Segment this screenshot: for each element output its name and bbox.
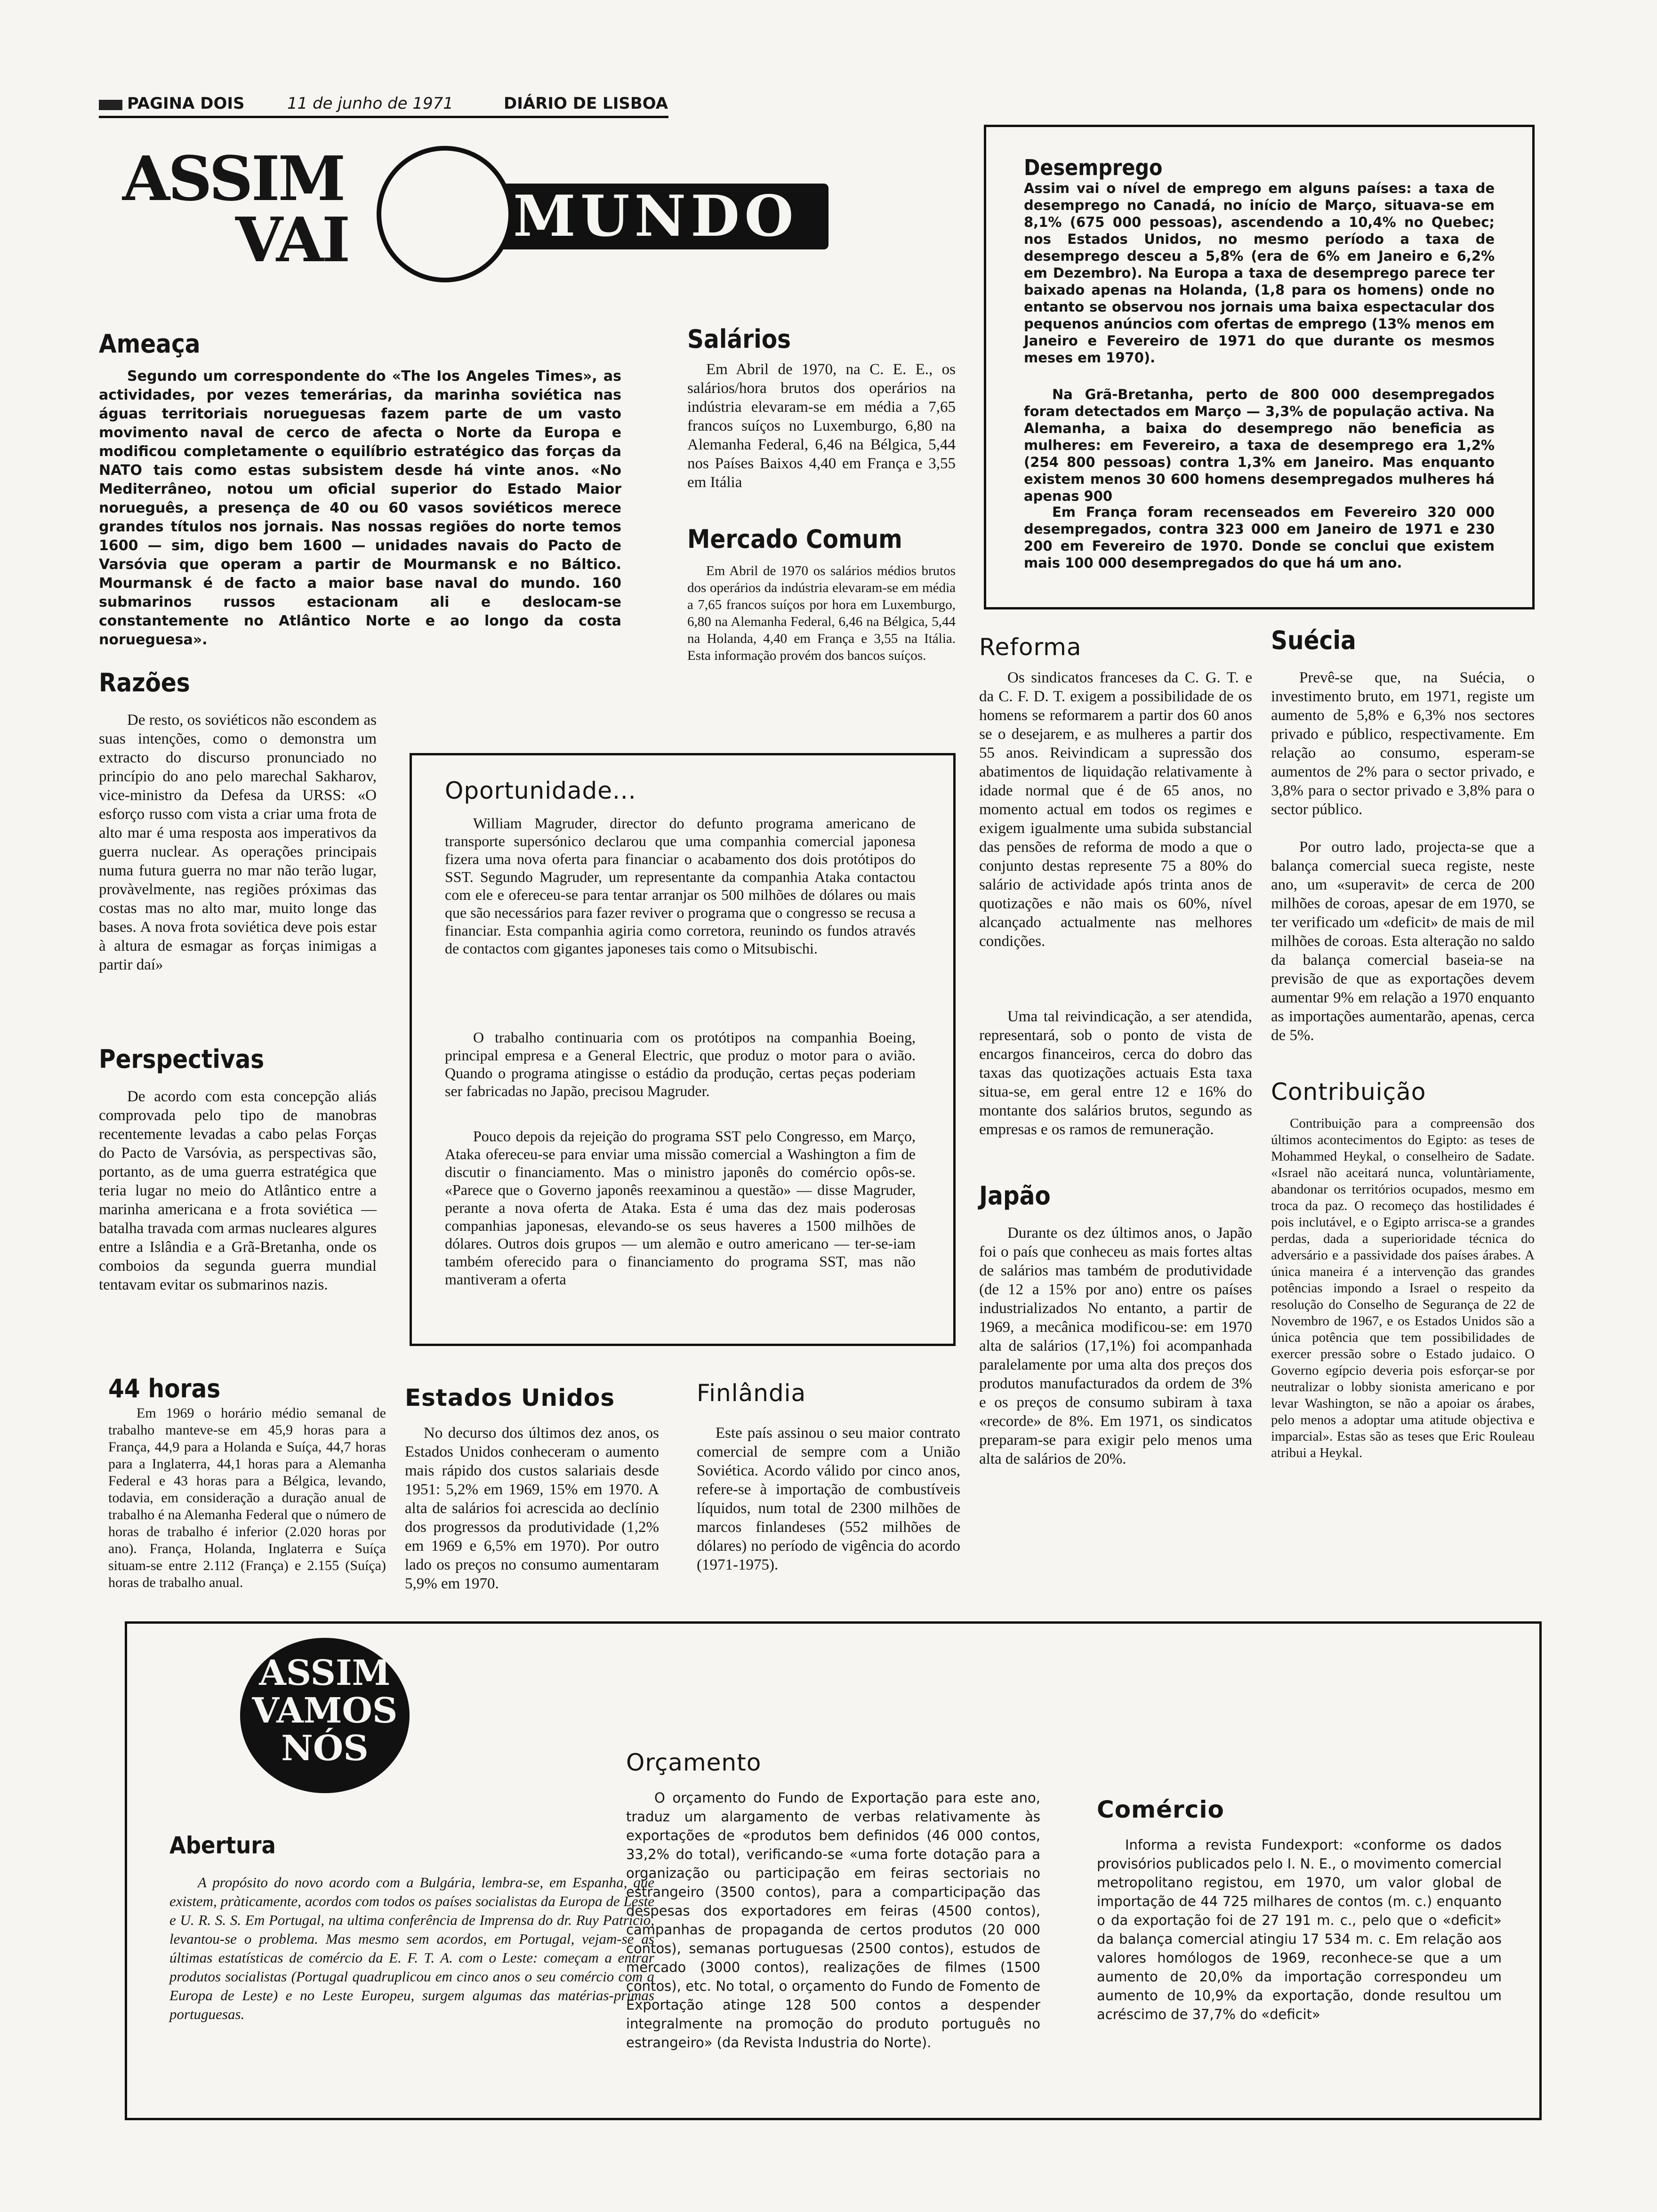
estados-title: Estados Unidos [405, 1384, 615, 1411]
contribuicao-title: Contribuição [1271, 1078, 1426, 1106]
desemprego-p2: Na Grã-Bretanha, perto de 800 000 desempregados foram detectados em Março — 3,3% de população activa. Na Alemanha, a baixa do desemprego não beneficia as mulheres: em Fevereiro, a taxa de desemprego era 1,2% (254 800 pessoas) contra 1,3% em Janeiro. Mas enquanto existem menos 30 600 homens desempregados mulheres há apenas 900 [1024, 386, 1495, 504]
desemprego-title: Desemprego [1024, 155, 1163, 180]
salarios-title: Salários [687, 324, 791, 354]
oportunidade-p3: Pouco depois da rejeição do programa SST pelo Congresso, em Março, Ataka ofereceu-se para enviar uma missão comercial a Washington a fim de discutir o financiamento. Mas o ministro japonês do comércio opôs-se. «Parece que o Governo japonês reexaminou a questão» — disse Magruder, perante a nova oferta de Ataka. Esta é uma das dez mais poderosas companhias japonesas, elevando-se os seus haveres a 1500 milhões de dólares. Outros dois grupos — um alemão e outro americano — ter-se-iam também oferecido para o financiamento do programa SST, mas não mantiveram a oferta [445, 1128, 916, 1288]
vamos-word3: NÓS [281, 1728, 369, 1769]
abertura-body: A propósito do novo acordo com a Bulgária, lembra-se, em Espanha, que existem, pràticamente, acordos com todos os países socialistas da Europa de Leste e U. R. S. S. Em Portugal, na ultima conferência de Imprensa do dr. Ruy Patrício, levantou-se o problema. Mas mesmo sem acordos, em Portugal, vejam-se as últimas estatísticas de comércio da E. F. T. A. com o Leste: começam a entrar produtos socialistas (Portugal quadruplicou em cinco anos o seu comércio com a Europa de Leste) e no Leste Europeu, surgem algumas das matérias-primas portuguesas. [169, 1874, 654, 2022]
masthead [122, 136, 838, 292]
horas44-title: 44 horas [108, 1374, 221, 1403]
orcamento-title: Orçamento [626, 1749, 762, 1776]
paper-name: DIÁRIO DE LISBOA [504, 94, 668, 113]
comercio-body: Informa a revista Fundexport: «conforme os dados provisórios publicados pelo I. N. E., o movimento comercial metropolitano registou, em 1970, um valor global de importação de 44 725 milhares de contos (m. c.) enquanto o da exportação foi de 27 191 m. c., pelo que o «deficit» da balança comercial atingiu 17 534 m. c. Em relação aos valores homólogos de 1969, reconhece-se que a um aumento de 20,0% da importação correspondeu um aumento de 10,9% da exportação, donde resultou um acréscimo de 37,7% do «deficit» [1097, 1837, 1502, 2022]
comercio-title: Comércio [1097, 1796, 1224, 1823]
page-header [99, 94, 668, 118]
reforma-body: Os sindicatos franceses da C. G. T. e da C. F. D. T. exigem a possibilidade de os homens se reformarem a partir dos 60 anos se o desejarem, e as mulheres a partir dos 55 anos. Reivindicam a supressão dos abatimentos de liquidação relativamente à idade normal que é de 65 anos, no momento actual em todos os regimes e exigem igualmente uma subida substancial das pensões de reforma de modo a que o conjunto destas represente 75 a 80% do salário de actividade após trinta anos de quotizações e não mais os 60%, nível alcançado actualmente nas melhores condições. [979, 669, 1252, 950]
desemprego-box [984, 125, 1535, 609]
contribuicao-body: Contribuição para a compreensão dos últimos acontecimentos do Egipto: as teses de Mohammed Heykal, o conselheiro de Sadate. «Israel não aceitará nunca, voluntàriamente, abandonar os territórios ocupados, mesmo em troca da paz. O recomeço das hostilidades é pois inclutável, e o Egipto arrisca-se a grandes perdas, dada a superioridade técnica do adversário e a passividade dos países árabes. A única maneira é a intervenção das grandes potências impondo a Israel o respeito da resolução do Conselho de Segurança de 22 de Novembro de 1967, e os Estados Unidos são a única potência que tem possibilidades de exercer pressão sobre o Estado judaico. O Governo egípcio deveria pois esforçar-se por neutralizar o lobby sionista americano e por levar Washington, se não a apoiar os árabes, pelo menos a adoptar uma atitude objectiva e imparcial». Estas são as teses que Eric Rouleau atribui a Heykal. [1271, 1116, 1535, 1460]
estados-body: No decurso dos últimos dez anos, os Estados Unidos conheceram o aumento mais rápido dos custos salariais desde 1951: 5,2% em 1969, 15% em 1970. A alta de salários foi acrescida ao declínio dos progressos da produtividade (1,2% em 1969 e 6,5% em 1970). Por outro lado os preços no consumo aumentaram 5,9% em 1970. [405, 1425, 659, 1592]
mercado-title: Mercado Comum [687, 524, 902, 554]
suecia-title: Suécia [1271, 625, 1356, 655]
japao-body: Durante os dez últimos anos, o Japão foi o país que conheceu as mais fortes altas de salários mas também de produtividade (de 12 a 15% por ano) entre os países industrializados No entanto, a partir de 1969, a mecânica modificou-se: em 1970 alta de salários (17,1%) foi acompanhada paralelamente por uma alta dos preços dos produtos manufacturados da ordem de 3% e os preços de consumo subiram à taxa «recorde» de 8%. Em 1971, os sindicatos preparam-se para exigir pelo menos uma alta de salários de 20%. [979, 1225, 1252, 1467]
suecia-p2: Por outro lado, projecta-se que a balança comercial sueca registe, neste ano, um «superavit» de cerca de 200 milhões de coroas, apesar de em 1970, se ter verificado um «deficit» de mais de mil milhões de coroas. Esta alteração no saldo da balança comercial baseia-se na previsão de que as exportações devem aumentar 9% em relação a 1970 enquanto as importações aumentarão, apenas, cerca de 5%. [1271, 839, 1535, 1044]
reforma-p2: Uma tal reivindicação, a ser atendida, representará, sob o ponto de vista de encargos financeiros, cerca do dobro das taxas das quotizações actuais Esta taxa situa-se, em geral entre 12 e 16% do montante dos salários brutos, segundo as empresas e os ramos de remuneração. [979, 1008, 1252, 1138]
masthead-o [410, 165, 480, 240]
desemprego-body: Assim vai o nível de emprego em alguns países: a taxa de desemprego no Canadá, no início de Março, situava-se em 8,1% (675 000 pessoas), ascendendo a 10,4% no Quebec; nos Estados Unidos, no mesmo período a taxa de desemprego desceu a 5,8% (era de 6% em Janeiro e 6,2% em Dezembro). Na Europa a taxa de desemprego parece ter baixado apenas na Holanda, (1,8 para os homens) onde no entanto se observou nos jornais uma baixa espectacular dos pequenos anúncios com ofertas de emprego (13% menos em Janeiro e Fevereiro de 1971 do que durante os mesmos meses em 1970). [1024, 180, 1495, 366]
ameaca-body: Segundo um correspondente do «The Ios Angeles Times», as actividades, por vezes temerárias, da marinha soviética nas águas territoriais norueguesas fazem parte de um vasto movimento naval de cerco de afecta o Norte da Europa e modificou completamente o equilíbrio estratégico das forças da NATO tais como estas subsistem desde há vinte anos. «No Mediterrâneo, notou um oficial superior do Estado Maior norueguês, a presença de 40 ou 60 vasos soviéticos merece grandes títulos nos jornais. Nas nossas regiões do norte temos 1600 — sim, digo bem 1600 — unidades navais do Pacto de Varsóvia que operam a partir de Mourmansk e no Báltico. Mourmansk é de facto a maior base naval do mundo. 160 submarinos russos estacionam ali e deslocam-se constantemente no Atlântico Norte e ao longo da costa norueguesa». [99, 368, 621, 648]
finlandia-title: Finlândia [697, 1379, 806, 1407]
razoes-title: Razões [99, 668, 190, 697]
vamos-word1: ASSIM [259, 1653, 391, 1693]
razoes-body: De resto, os soviéticos não escondem as suas intenções, como o demonstra um extracto do discurso pronunciado no princípio do ano pelo marechal Sakharov, vice-ministro da Defesa da URSS: «O esforço russo com vista a criar uma frota de alto mar é uma resposta aos imperativos da guerra nuclear. As operações principais numa futura guerra no mar não terão lugar, provàvelmente, nas regiões próximas das costas mas no alto mar, muito longe das bases. A nova frota soviética deve pois estar à altura de esmagar as forças inimigas a partir daí» [99, 712, 377, 973]
abertura-title: Abertura [169, 1832, 276, 1859]
masthead-vai: VAI [235, 204, 349, 276]
page-date: 11 de junho de 1971 [287, 94, 453, 113]
japao-title: Japão [979, 1181, 1051, 1210]
orcamento-body: O orçamento do Fundo de Exportação para este ano, traduz um alargamento de verbas relativamente às exportações de «produtos bem definidos (46 000 contos, 33,2% do total), verificando-se «uma forte dotação para a organização ou participação em feiras sectoriais no estrangeiro (3500 contos), para a comparticipação das despesas dos exportadores em feiras (4500 contos), campanhas de propaganda de certos produtos (20 000 contos), semanas portuguesas (2500 contos), estudos de mercado (3000 contos), realizações de filmes (1500 contos), etc. No total, o orçamento do Fundo de Fomento de Exportação atinge 128 500 contos a despender integralmente na promoção do produto português no estrangeiro» (da Revista Industria do Norte). [626, 1790, 1040, 2051]
horas44-body: Em 1969 o horário médio semanal de trabalho manteve-se em 45,9 horas para a França, 44,9 para a Holanda e Suíça, 44,7 horas para a Inglaterra, 44,1 horas para a Alemanha Federal e 43 horas para a Bélgica, levando, todavia, em consideração a duração anual de trabalho é na Alemanha Federal que o número de horas de trabalho é inferior (2.020 horas por ano). França, Holanda, Inglaterra e Suíça situam-se entre 2.112 (França) e 2.155 (Suíça) horas de trabalho anual. [108, 1405, 386, 1590]
page-label: PAGINA DOIS [127, 94, 245, 113]
desemprego-p3: Em França foram recenseados em Fevereiro 320 000 desempregados, contra 323 000 em Janeiro de 1971 e 230 200 em Fevereiro de 1970. Donde se conclui que existem mais 100 000 desempregados do que há um ano. [1024, 504, 1495, 571]
oportunidade-box [410, 753, 956, 1346]
oportunidade-p1: William Magruder, director do defunto programa americano de transporte supersónico declarou que uma companhia comercial japonesa fizera uma nova oferta para financiar o acabamento dos dois protótipos do SST. Segundo Magruder, um representante da companhia Ataka contactou com ele e ofereceu-se para tentar arranjar os 500 milhões de dólares ou mais que são necessários para fazer reviver o programa que o congresso se recusa a financiar. Esta companhia agiria como corretora, reunindo os fundos através de contactos com gigantes japoneses tais como o Mitsubischi. [445, 815, 916, 957]
reforma-title: Reforma [979, 633, 1082, 661]
perspectivas-body: De acordo com esta concepção aliás comprovada pelo tipo de manobras recentemente levadas a cabo pelas Forças do Pacto de Varsóvia, as perspectivas são, portanto, as de uma guerra estratégica que teria lugar no meio do Atlântico entre a marinha americana e a frota soviética — batalha travada com armas nucleares algures entre a Islândia e a Grã-Bretanha, onde os comboios da segunda guerra mundial tentavam evitar os submarinos nazis. [99, 1088, 377, 1293]
oportunidade-title: Oportunidade... [445, 777, 636, 804]
masthead-mundo: MUNDO [513, 183, 798, 249]
finlandia-body: Este país assinou o seu maior contrato comercial de sempre com a União Soviética. Acordo válido por cinco anos, refere-se à importação de combustíveis líquidos, num total de 2300 milhões de marcos finlandeses (552 milhões de dólares) no período de vigência do acordo (1971-1975). [697, 1425, 960, 1573]
vamos-box [125, 1621, 1542, 2120]
salarios-body: Em Abril de 1970, na C. E. E., os salários/hora brutos dos operários na indústria elevaram-se em média a 7,65 francos suíços no Luxemburgo, 6,80 na Alemanha Federal, 6,46 na Bélgica, 5,44 nos Países Baixos 4,40 em França e 3,55 em Itália [687, 361, 956, 491]
suecia-body: Prevê-se que, na Suécia, o investimento bruto, em 1971, registe um aumento de 5,8% e 6,3% nos sectores privado e público, respectivamente. Em relação ao consumo, esperam-se aumentos de 2% para o sector privado, e 3,8% para o sector privado e 3,8% para o sector público. [1271, 669, 1535, 818]
ameaca-title: Ameaça [99, 329, 201, 359]
oportunidade-p2: O trabalho continuaria com os protótipos na companhia Boeing, principal empresa e a General Electric, que produz o motor para o avião. Quando o programa atingisse o estádio da produção, certas peças poderiam ser fabricadas no Japão, precisou Magruder. [445, 1029, 916, 1099]
perspectivas-title: Perspectivas [99, 1044, 265, 1074]
vamos-word2: VAMOS [252, 1691, 398, 1731]
mercado-body: Em Abril de 1970 os salários médios brutos dos operários da indústria elevaram-se em média a 7,65 francos suíços por hora em Luxemburgo, 6,80 na Alemanha Federal, 6,46 na Bélgica, 5,44 na Holanda, 4,40 em França e 3,55 na Itália. Esta informação provém dos bancos suíços. [687, 563, 956, 663]
masthead-assim: ASSIM [122, 143, 344, 215]
